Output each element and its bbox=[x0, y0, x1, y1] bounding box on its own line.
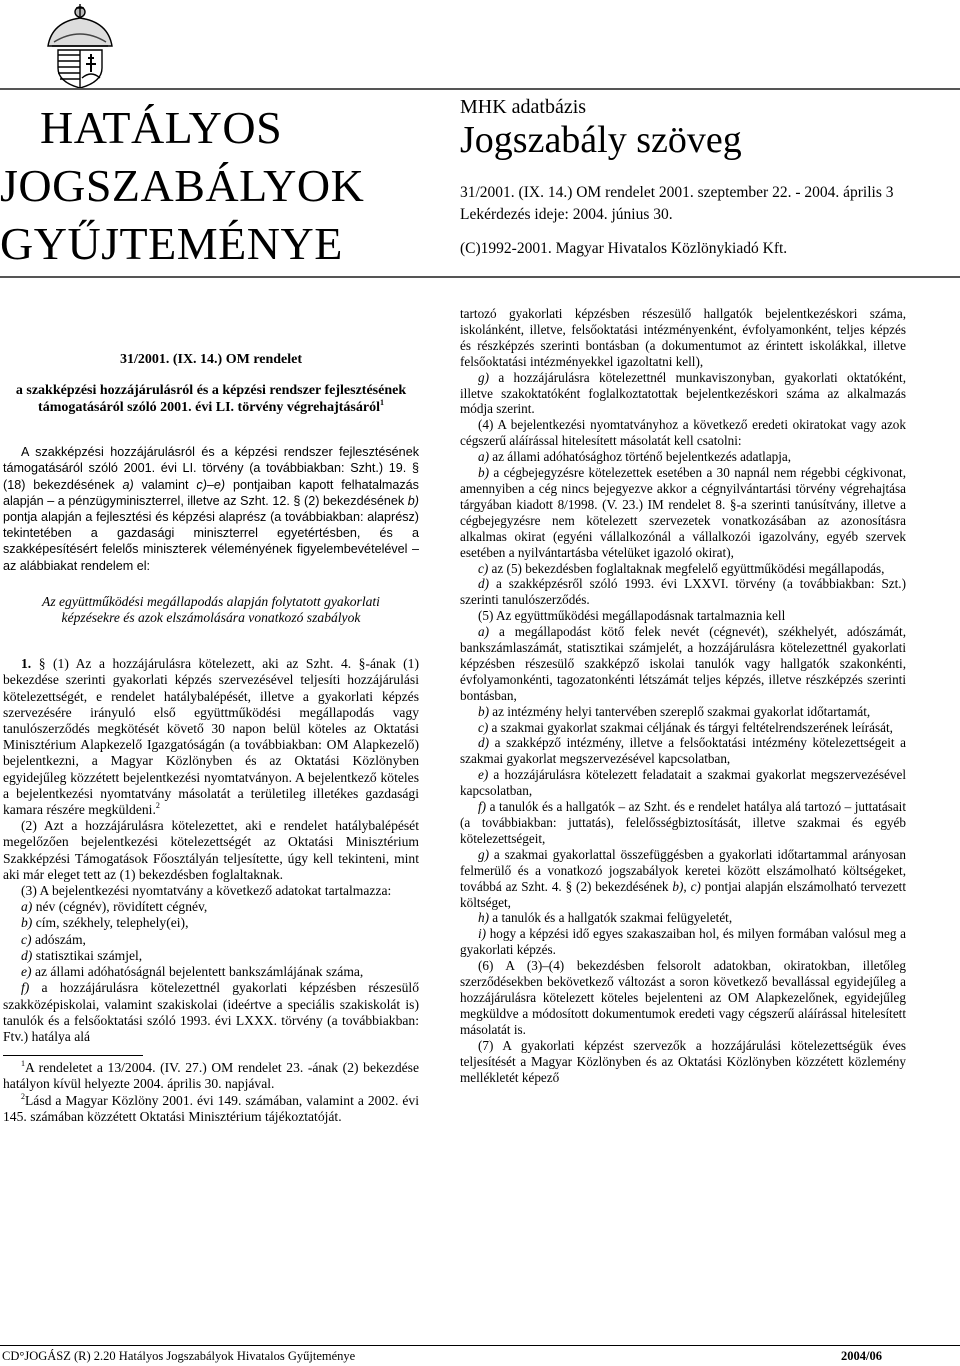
right-item-5b bbox=[460, 704, 906, 720]
database-label: MHK adatbázis bbox=[460, 96, 587, 118]
list-text: név (cégnév), rövidített cégnév, bbox=[32, 899, 208, 915]
preamble-part: valamint bbox=[133, 477, 197, 492]
right-item-d bbox=[460, 576, 906, 608]
footnote-number: 2 bbox=[21, 1091, 25, 1101]
list-marker: b) bbox=[478, 703, 489, 719]
list-text: , bbox=[683, 878, 691, 894]
preamble-ref: b) bbox=[407, 493, 419, 508]
list-marker: a) bbox=[21, 899, 33, 915]
paragraph-7: (7) A gyakorlati képzést szervezők a hozzájárulási kötelezettségük éves teljesítését a Magyar Közlönyben és az Oktatási Közlönyben közzétett közlemény mellékletét képező bbox=[460, 1037, 906, 1085]
right-item-c bbox=[460, 561, 906, 577]
list-ref: b) bbox=[672, 878, 684, 894]
preamble-ref: c)–e) bbox=[196, 477, 226, 492]
section-subtitle: Az együttműködési megállapodás alapján folytatott gyakorlati képzésekre és azok elszámolására vonatkozó szabályok bbox=[42, 593, 380, 626]
header-bottom-rule bbox=[0, 276, 960, 278]
coat-of-arms-icon bbox=[30, 2, 130, 88]
section-number: 1. bbox=[21, 656, 32, 672]
list-marker: b) bbox=[478, 465, 489, 481]
footnote-text: Lásd a Magyar Közlöny 2001. évi 149. számában, valamint a 2002. évi 145. számában közzétett Oktatási Minisztérium tájékoztatóját. bbox=[3, 1092, 419, 1124]
left-column bbox=[3, 300, 419, 1125]
list-text: az (5) bekezdésben foglaltaknak megfelelő együttműködési megállapodás, bbox=[488, 560, 885, 576]
right-item-5e bbox=[460, 767, 906, 799]
footnote-2 bbox=[3, 1093, 419, 1125]
section-1-text: § (1) Az a hozzájárulásra kötelezett, aki az Szht. 4. §-ának (1) bekezdése szerinti gyakorlati képzés szervezésével teljesíti hozzájárulási kötelezettségét, e rendelet hatálybalépését, illetve a gyakorlati képzés szervezésére irányuló első együttműködési megállapodás vagy tanulószerződés megkötését követő 30 napon belül köteles az Oktatási Minisztérium Alapkezelő Igazgatóságán (a továbbiakban: OM Alapkezelő) bejelentkezni, a Magyar Közlönyben és az Oktatási Közlönyben egyidejűleg közzétett bejelentkezési nyomtatványon. A bejelentkező köteles a bejelentkezési nyomtatvány másolatát a területileg illetékes gazdasági kamara részére megküldeni. bbox=[3, 656, 419, 818]
footnote-number: 1 bbox=[21, 1059, 25, 1069]
list-text: a tanulók és a hallgatók – az Szht. és e rendelet hatálya alá tartozó – juttatásait (a továbbiakban: juttatás), felelősségbiztosítását, illetve szakmai és egyéb kötelezettségeit, bbox=[460, 799, 906, 846]
paragraph-5: (5) Az együttműködési megállapodásnak tartalmaznia kell bbox=[478, 608, 786, 624]
list-text: a tanulók és a hallgatók szakmai felügyeletét, bbox=[489, 910, 733, 926]
footnote-ref-1[interactable]: 1 bbox=[379, 398, 384, 408]
list-marker: c) bbox=[478, 719, 489, 735]
header-title-line-2: JOGSZABÁLYOK bbox=[0, 160, 365, 211]
list-marker: f) bbox=[21, 980, 30, 996]
paragraph-4: (4) A bejelentkezési nyomtatványhoz a következő eredeti okiratokat vagy azok cégszerű aláírással hitelesített másolatát kell csatolni: bbox=[460, 417, 906, 449]
list-marker: a) bbox=[478, 449, 489, 465]
page-footer bbox=[0, 1345, 960, 1366]
validity-line: 31/2001. (IX. 14.) OM rendelet 2001. szeptember 22. - 2004. április 3 bbox=[460, 184, 894, 201]
section-1-paragraph-2: (2) Azt a hozzájárulásra kötelezettet, aki e rendelet hatálybalépését megelőzően bejelentkezési kötelezettségét az Oktatási Minisztérium Szakképzési Támogatások Főosztályán teljesítette, úgy kell tekinteni, mint aki már eleget tett az (1) bekezdésben foglaltaknak. bbox=[3, 818, 419, 882]
list-item-f bbox=[3, 980, 419, 1045]
list-item-d bbox=[3, 948, 419, 964]
list-item-c bbox=[3, 932, 419, 948]
list-text: a szakmai gyakorlattal összefüggésben a gyakorlati időtartammal arányosan felmerülő és a vonatkozó jogszabályok keretei között elszámolható költségeket, továbbá az Szht. 4. § (2) bekezdésének bbox=[460, 846, 906, 894]
list-text: hogy a képzési idő egyes szakaszaiban hol, és milyen formában valósul meg a gyakorlati képzés. bbox=[460, 926, 906, 958]
list-marker: c) bbox=[478, 560, 489, 576]
list-marker: d) bbox=[478, 576, 489, 592]
list-marker: f) bbox=[478, 799, 487, 815]
header-title-line-3: GYŰJTEMÉNYE bbox=[0, 218, 343, 269]
list-item-a bbox=[3, 899, 419, 915]
list-text: a hozzájárulásra kötelezettnél gyakorlati képzésben részesülő szakközépiskolai, valamint szakiskolai (ideértve a speciális szakiskolát is) tanulók és a felsőoktatási szóló 1993. évi LXXX. törvény (a továbbiakban: Ftv.) hatálya alá bbox=[3, 980, 419, 1044]
header-top-rule bbox=[0, 88, 960, 90]
preamble-ref: a) bbox=[122, 477, 134, 492]
right-item-b bbox=[460, 465, 906, 560]
right-item-5d bbox=[460, 735, 906, 767]
list-ref: c) bbox=[690, 878, 701, 894]
list-text: statisztikai számjel, bbox=[32, 947, 143, 963]
footnote-1 bbox=[3, 1060, 419, 1092]
decree-number: 31/2001. (IX. 14.) OM rendelet bbox=[119, 352, 303, 367]
footer-edition: 2004/06 bbox=[841, 1349, 882, 1363]
right-paragraph: tartozó gyakorlati képzésben részesülő hallgatók bejelentkezéskori száma, iskolánként, illetve, felsőoktatási intézményenként, évfolyamonként, teljes képzés és részképzés szerinti bontásban (a dokumentumot az érintett iskolákkal, illetve felsőoktatási intézményekkel igazoltatni kell), bbox=[460, 306, 906, 369]
preamble-part: pontjaiban kapott felhatalmazás alapján – a pénzügyminiszterrel, illetve az Szht. 12. § (2) bekezdésének bbox=[3, 477, 419, 508]
right-item-5g bbox=[460, 847, 906, 911]
decree-title bbox=[3, 382, 419, 416]
list-text: az állami adóhatóságnál bejelentett bankszámlájának száma, bbox=[31, 964, 364, 980]
paragraph-6: (6) A (3)–(4) bekezdésben felsorolt adatokban, okiratokban, illetőleg szerződésekben bekövetkező változást a soron következő bevallással egyidejűleg a hozzájárulásra kötelezett köteles bejelenteni az OM Alapkezelőnek, egyidejűleg megküldve a módosított dokumentumok eredeti vagy cégszerű aláírással hitelesített másolatát is. bbox=[460, 958, 906, 1037]
right-column bbox=[460, 306, 906, 1085]
list-marker: i) bbox=[478, 926, 487, 942]
footer-source: CD°JOGÁSZ (R) 2.20 Hatályos Jogszabályok Hivatalos Gyűjteménye bbox=[2, 1349, 356, 1363]
list-item-b bbox=[3, 915, 419, 931]
list-marker: g) bbox=[478, 369, 489, 385]
right-item-a bbox=[460, 449, 906, 465]
list-text: a hozzájárulásra kötelezett feladatait a szakmai gyakorlat megszervezésével kapcsolatban, bbox=[460, 767, 906, 799]
preamble bbox=[3, 444, 419, 574]
list-marker: d) bbox=[478, 735, 489, 751]
list-text: cím, székhely, telephely(ei), bbox=[32, 915, 189, 931]
list-text: adószám, bbox=[31, 931, 86, 947]
list-item-e bbox=[3, 964, 419, 980]
list-text: pontjai alapján elszámolható tervezett költséget, bbox=[460, 878, 906, 910]
right-item-5a bbox=[460, 624, 906, 704]
list-marker: a) bbox=[478, 624, 489, 640]
list-text: a szakképző intézmény, illetve a felsőoktatási intézmény kötelezettségeit a szakmai gyakorlat megszervezésével kapcsolatban, bbox=[460, 735, 906, 767]
list-text: az intézmény helyi tantervében szereplő szakmai gyakorlat időtartamát, bbox=[489, 703, 871, 719]
right-item-5h bbox=[460, 910, 906, 926]
doc-type-title: Jogszabály szöveg bbox=[460, 119, 742, 161]
footnote-text: A rendeletet a 13/2004. (IV. 27.) OM rendelet 23. -ának (2) bekezdése hatályon kívül helyezte 2004. április 30. napjával. bbox=[3, 1060, 419, 1092]
section-1-paragraph-1 bbox=[3, 656, 419, 818]
list-text: a megállapodást kötő felek nevét (cégnevét), székhelyét, adószámát, bankszámlaszámát, statisztikai számjelét, a hozzájárulásra kötelezettnél gyakorlati képzésben részesülő szakképző iskolai tanulók vagy hallgatók szakonkénti, évfolyamonkénti, tagozatonkénti létszámát teljes képzés, illetve részképzés szerinti bontásban, bbox=[460, 624, 906, 703]
copyright-line: (C)1992-2001. Magyar Hivatalos Közlönykiadó Kft. bbox=[460, 240, 788, 257]
list-marker: h) bbox=[478, 910, 489, 926]
list-marker: g) bbox=[478, 846, 489, 862]
preamble-part: pontja alapján a fejlesztési és képzési alaprész (a továbbiakban: alaprész) tekintetében a gazdasági miniszterrel egyetértésben, és a szakképesítésért felelős miniszterek véleményének figyelembevételével – az alábbiakat rendelem el: bbox=[3, 510, 419, 573]
preamble-part: A szakképzési hozzájárulásról és a képzési rendszer fejlesztésének támogatásáról szóló 2001. évi LI. törvény (a továbbiakban: Szht.) 19. § (18) bekezdésének bbox=[3, 445, 419, 492]
list-text: a szakmai gyakorlat szakmai céljának és tárgyi feltételrendszerének leírását, bbox=[488, 719, 893, 735]
right-item-g bbox=[460, 370, 906, 418]
list-marker: b) bbox=[21, 915, 33, 931]
footnote-ref-2[interactable]: 2 bbox=[155, 801, 160, 811]
list-text: a szakképzésről szóló 1993. évi LXXVI. törvény (a továbbiakban: Szt.) szerinti tanulószerződés. bbox=[460, 576, 906, 608]
list-marker: e) bbox=[21, 964, 32, 980]
right-item-5f bbox=[460, 799, 906, 847]
header-title-line-1: HATÁLYOS bbox=[40, 102, 283, 153]
list-marker: c) bbox=[21, 931, 32, 947]
list-text: a hozzájárulásra kötelezettnél munkaviszonyban, gyakorlati oktatóként, illetve szakoktatóként foglalkoztatottak bejelentkezéskori száma az alkalmazás módja szerint. bbox=[460, 369, 906, 417]
right-item-5c bbox=[460, 720, 906, 736]
query-date: Lekérdezés ideje: 2004. június 30. bbox=[460, 206, 673, 223]
section-1-paragraph-3: (3) A bejelentkezési nyomtatvány a következő adatokat tartalmazza: bbox=[21, 883, 392, 899]
list-text: a cégbejegyzésre kötelezettek esetében a 30 napnál nem régebbi cégkivonat, amennyiben a cég nincs bejegyezve akkor a cégnyilvántartási törvény végrehajtása tárgyában kiadott 8/1998. (V. 23.) IM rendelet 8. §-a szerinti tanúsítvány, illetve a cégbejegyzésre nem kötelezett szervezetek vonatkozásában az azonosításra alkalmas okirat (egyéni vállalkozónál a vállalkozói igazolvány, egyéb szervek esetében a nyilvántartásba vételüket igazoló okirat), bbox=[460, 465, 906, 560]
list-text: az állami adóhatósághoz történő bejelentkezés adatlapja, bbox=[489, 449, 792, 465]
list-marker: d) bbox=[21, 947, 33, 963]
decree-title-text: a szakképzési hozzájárulásról és a képzési rendszer fejlesztésének támogatásáról szóló 2001. évi LI. törvény végrehajtásáról bbox=[15, 383, 407, 416]
footnote-divider bbox=[3, 1055, 143, 1056]
right-item-5i bbox=[460, 926, 906, 958]
list-marker: e) bbox=[478, 767, 489, 783]
